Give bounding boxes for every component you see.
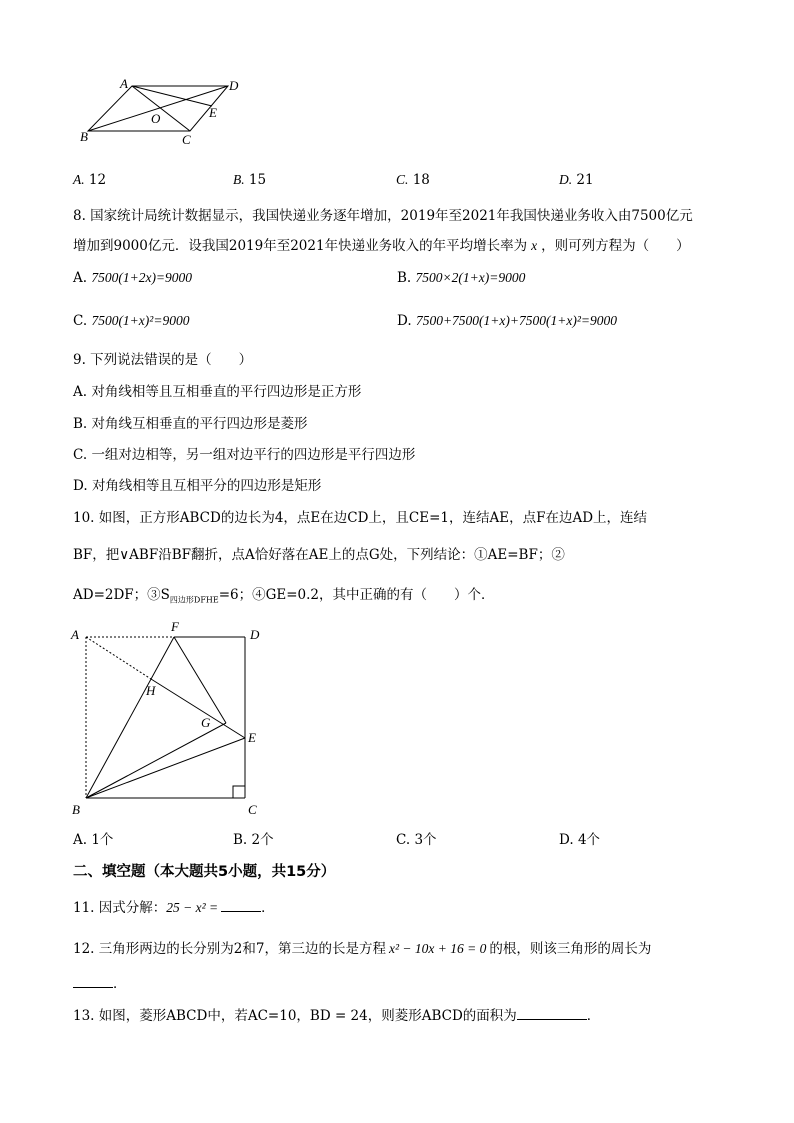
q8-line2: 增加到9000亿元．设我国2019年至2021年快递业务收入的年平均增长率为 x ，则可列方程为（ ） — [73, 238, 690, 254]
fig2-label-H: H — [146, 683, 156, 698]
q9-option-c: C. 一组对边相等，另一组对边平行的四边形是平行四边形 — [73, 447, 416, 463]
label-C: C — [182, 132, 191, 147]
q10-option-d: D. 4个 — [559, 832, 601, 848]
q8-option-b: B. 7500×2(1+x)=9000 — [397, 270, 526, 286]
q11-answer-blank[interactable] — [221, 899, 261, 912]
fig2-label-G: G — [201, 715, 211, 730]
fig2-label-C: C — [248, 802, 257, 816]
q10-line2: BF，把∨ABF沿BF翻折，点A恰好落在AE上的点G处，下列结论：①AE=BF；② — [73, 547, 565, 563]
q9-option-d: D. 对角线相等且互相平分的四边形是矩形 — [73, 478, 322, 494]
q10-line3: AD=2DF；$③S_{四边形DFHE}=6$；④GE=0.2，其中正确的有（ ）个． — [73, 587, 495, 605]
q8-option-c: C. 7500(1+x)²=9000 — [73, 313, 190, 329]
fig2-label-D: D — [250, 627, 260, 642]
q12-line1: 12. 三角形两边的长分别为2和7，第三边的长是方程 x² − 10x + 16 = 0 的根，则该三角形的周长为 — [73, 941, 652, 957]
q13-answer-blank[interactable] — [517, 1007, 587, 1020]
q12-answer-blank[interactable] — [73, 975, 113, 988]
label-D: D — [229, 78, 239, 93]
q12-line2: ． — [73, 972, 127, 992]
label-O: O — [151, 111, 161, 126]
q10-line1: 10. 如图，正方形ABCD的边长为4，点E在边CD上，且CE=1，连结AE，点F在边AD上，连结 — [73, 510, 648, 526]
parallelogram-figure — [78, 76, 248, 152]
q7-option-d: D. 21 — [559, 172, 594, 188]
q9-option-a: A. 对角线相等且互相垂直的平行四边形是正方形 — [73, 384, 362, 400]
q11: 11. 因式分解：25 − x² = ． — [73, 900, 275, 916]
label-B: B — [80, 129, 88, 144]
fig2-label-B: B — [72, 802, 80, 816]
q9-stem: 9. 下列说法错误的是（ ） — [73, 352, 253, 368]
fig2-label-E: E — [248, 730, 256, 745]
section-heading: 二、填空题（本大题共5小题，共15分） — [73, 864, 336, 880]
label-E: E — [209, 105, 217, 120]
q8-option-d: D. 7500+7500(1+x)+7500(1+x)²=9000 — [397, 313, 618, 329]
q10-option-c: C. 3个 — [396, 832, 437, 848]
label-A: A — [120, 76, 128, 91]
square-fold-figure — [68, 620, 268, 816]
q7-option-a: A. 12 — [73, 172, 107, 188]
q7-option-b: B. 15 — [233, 172, 267, 188]
q7-option-c: C. 18 — [396, 172, 430, 188]
q8-line1: 8. 国家统计局统计数据显示，我国快递业务逐年增加，2019年至2021年我国快递业务收入由7500亿元 — [73, 208, 693, 224]
fig2-label-A: A — [71, 627, 79, 642]
q9-option-b: B. 对角线互相垂直的平行四边形是菱形 — [73, 416, 308, 432]
q8-option-a: A. 7500(1+2x)=9000 — [73, 270, 193, 286]
q13: 13. 如图，菱形ABCD中，若AC=10，BD = 24，则菱形ABCD的面积为 ． — [73, 1008, 601, 1024]
q10-option-a: A. 1个 — [73, 832, 114, 848]
q10-option-b: B. 2个 — [233, 832, 274, 848]
fig2-label-F: F — [171, 620, 179, 634]
